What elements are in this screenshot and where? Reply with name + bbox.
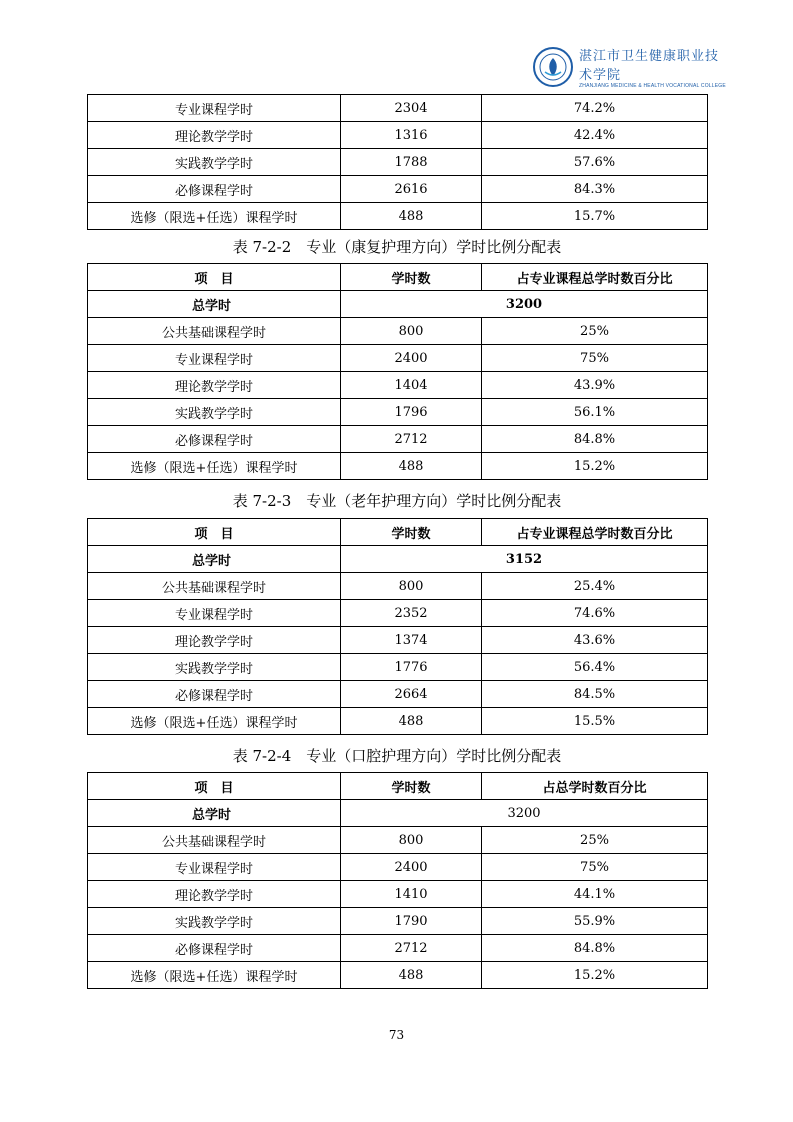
hours-value: 2664: [341, 681, 482, 708]
logo-chinese-name: 湛江市卫生健康职业技术学院: [579, 49, 720, 83]
row-label: 理论教学学时: [88, 627, 341, 654]
percent-value: 74.6%: [482, 600, 708, 627]
row-label: 必修课程学时: [88, 681, 341, 708]
column-header: 项 目: [88, 519, 341, 546]
table-row: [88, 627, 708, 654]
row-label: 选修（限选+任选）课程学时: [88, 203, 341, 230]
total-value: 3200: [341, 800, 708, 827]
row-label: 必修课程学时: [88, 935, 341, 962]
column-header: 学时数: [341, 773, 482, 800]
hours-value: 800: [341, 318, 482, 345]
table-header-row: [88, 264, 708, 291]
hours-value: 488: [341, 708, 482, 735]
percent-value: 15.7%: [482, 203, 708, 230]
college-seal-icon: [533, 47, 573, 87]
total-value: 3152: [341, 546, 708, 573]
row-label: 公共基础课程学时: [88, 827, 341, 854]
percent-value: 84.8%: [482, 935, 708, 962]
table-row: [88, 935, 708, 962]
table-header-row: [88, 519, 708, 546]
column-header: 占专业课程总学时数百分比: [482, 264, 708, 291]
percent-value: 56.4%: [482, 654, 708, 681]
hours-value: 2400: [341, 854, 482, 881]
table-row: [88, 827, 708, 854]
hours-value: 1374: [341, 627, 482, 654]
percent-value: 57.6%: [482, 149, 708, 176]
table-row: [88, 600, 708, 627]
hours-value: 2400: [341, 345, 482, 372]
row-label: 选修（限选+任选）课程学时: [88, 708, 341, 735]
table-header-row: [88, 773, 708, 800]
percent-value: 84.5%: [482, 681, 708, 708]
column-header: 占专业课程总学时数百分比: [482, 519, 708, 546]
percent-value: 42.4%: [482, 122, 708, 149]
hours-value: 2712: [341, 935, 482, 962]
table-row: [88, 708, 708, 735]
column-header: 学时数: [341, 519, 482, 546]
row-label: 实践教学学时: [88, 908, 341, 935]
table-row: [88, 573, 708, 600]
total-row: [88, 546, 708, 573]
table-row: [88, 372, 708, 399]
column-header: 项 目: [88, 264, 341, 291]
percent-value: 25.4%: [482, 573, 708, 600]
hours-value: 488: [341, 453, 482, 480]
hours-value: 800: [341, 827, 482, 854]
row-label: 理论教学学时: [88, 372, 341, 399]
percent-value: 25%: [482, 827, 708, 854]
percent-value: 75%: [482, 345, 708, 372]
percent-value: 56.1%: [482, 399, 708, 426]
hours-value: 1790: [341, 908, 482, 935]
table-row: [88, 318, 708, 345]
row-label: 理论教学学时: [88, 122, 341, 149]
row-label: 实践教学学时: [88, 399, 341, 426]
table-7-2-1-continued: [87, 94, 708, 230]
percent-value: 43.9%: [482, 372, 708, 399]
table-row: [88, 122, 708, 149]
percent-value: 74.2%: [482, 95, 708, 122]
total-row: [88, 800, 708, 827]
page-number: 73: [388, 1028, 405, 1042]
percent-value: 15.2%: [482, 453, 708, 480]
table-row: [88, 908, 708, 935]
row-label: 专业课程学时: [88, 854, 341, 881]
row-label: 专业课程学时: [88, 95, 341, 122]
hours-value: 2352: [341, 600, 482, 627]
percent-value: 84.8%: [482, 426, 708, 453]
table-row: [88, 176, 708, 203]
table-7-2-3: [87, 518, 708, 735]
table-row: [88, 854, 708, 881]
percent-value: 15.2%: [482, 962, 708, 989]
total-row: [88, 291, 708, 318]
row-label: 必修课程学时: [88, 426, 341, 453]
hours-value: 1404: [341, 372, 482, 399]
table-row: [88, 881, 708, 908]
row-label: 实践教学学时: [88, 654, 341, 681]
total-label: 总学时: [88, 291, 341, 318]
table-7-2-3-caption: 表 7-2-3 专业（老年护理方向）学时比例分配表: [232, 492, 562, 510]
table-row: [88, 203, 708, 230]
row-label: 专业课程学时: [88, 345, 341, 372]
table-7-2-2: [87, 263, 708, 480]
college-logo: [533, 45, 726, 89]
row-label: 公共基础课程学时: [88, 573, 341, 600]
table-7-2-2-caption: 表 7-2-2 专业（康复护理方向）学时比例分配表: [232, 238, 562, 256]
column-header: 学时数: [341, 264, 482, 291]
row-label: 必修课程学时: [88, 176, 341, 203]
table-row: [88, 426, 708, 453]
table-7-2-4-caption: 表 7-2-4 专业（口腔护理方向）学时比例分配表: [232, 747, 562, 765]
table-row: [88, 95, 708, 122]
percent-value: 43.6%: [482, 627, 708, 654]
hours-value: 1788: [341, 149, 482, 176]
logo-english-name: ZHANJIANG MEDICINE & HEALTH VOCATIONAL COLLEGE: [579, 83, 726, 89]
hours-value: 2616: [341, 176, 482, 203]
hours-value: 488: [341, 962, 482, 989]
column-header: 项 目: [88, 773, 341, 800]
hours-value: 1796: [341, 399, 482, 426]
row-label: 选修（限选+任选）课程学时: [88, 962, 341, 989]
total-label: 总学时: [88, 800, 341, 827]
table-row: [88, 453, 708, 480]
table-row: [88, 149, 708, 176]
table-row: [88, 399, 708, 426]
row-label: 理论教学学时: [88, 881, 341, 908]
row-label: 实践教学学时: [88, 149, 341, 176]
percent-value: 84.3%: [482, 176, 708, 203]
percent-value: 55.9%: [482, 908, 708, 935]
total-value: 3200: [341, 291, 708, 318]
table-row: [88, 345, 708, 372]
row-label: 专业课程学时: [88, 600, 341, 627]
hours-value: 1316: [341, 122, 482, 149]
hours-value: 1410: [341, 881, 482, 908]
total-label: 总学时: [88, 546, 341, 573]
table-7-2-4: [87, 772, 708, 989]
row-label: 选修（限选+任选）课程学时: [88, 453, 341, 480]
hours-value: 2712: [341, 426, 482, 453]
percent-value: 75%: [482, 854, 708, 881]
table-row: [88, 654, 708, 681]
percent-value: 44.1%: [482, 881, 708, 908]
hours-value: 800: [341, 573, 482, 600]
percent-value: 25%: [482, 318, 708, 345]
table-row: [88, 681, 708, 708]
hours-value: 2304: [341, 95, 482, 122]
hours-value: 488: [341, 203, 482, 230]
column-header: 占总学时数百分比: [482, 773, 708, 800]
hours-value: 1776: [341, 654, 482, 681]
row-label: 公共基础课程学时: [88, 318, 341, 345]
table-row: [88, 962, 708, 989]
percent-value: 15.5%: [482, 708, 708, 735]
